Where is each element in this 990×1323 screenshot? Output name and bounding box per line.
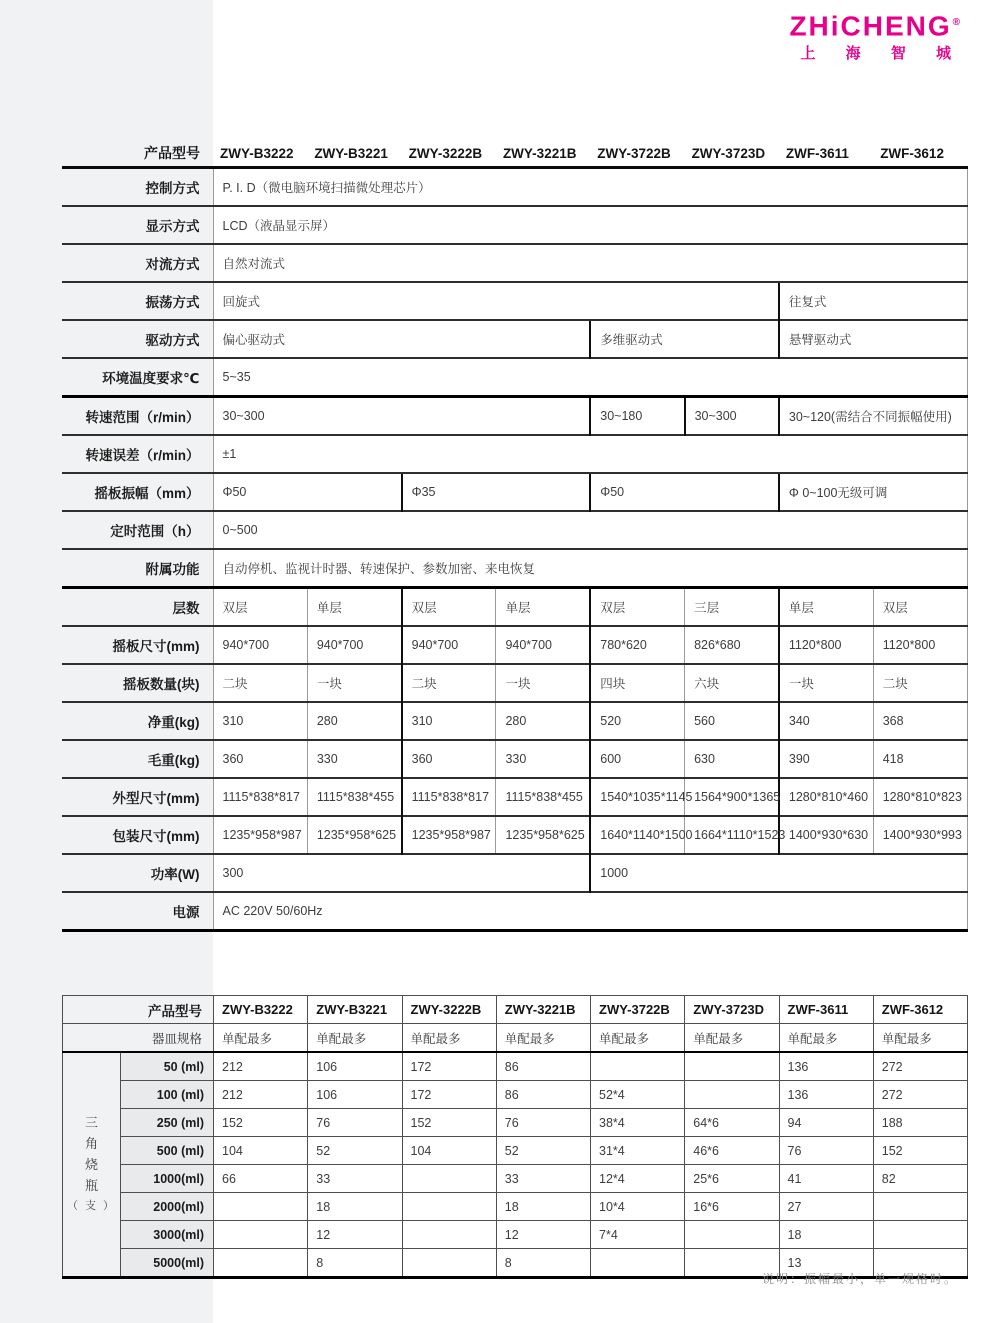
- flask-count-cell: 76: [308, 1109, 402, 1137]
- flask-count-cell: [402, 1249, 496, 1278]
- flask-row: [63, 1137, 968, 1165]
- flask-count-cell: 10*4: [591, 1193, 685, 1221]
- flask-row: [63, 1165, 968, 1193]
- spec-value-cell: 940*700: [307, 626, 401, 664]
- spec-value-cell: 1115*838*455: [307, 778, 401, 816]
- spec-value-cell: 双层: [873, 588, 967, 627]
- vessel-spec-value: 单配最多: [496, 1024, 590, 1053]
- spec-value-cell: 1115*838*817: [402, 778, 496, 816]
- flask-count-cell: 188: [873, 1109, 967, 1137]
- spec-value-cell: 自动停机、监视计时器、转速保护、参数加密、来电恢复: [213, 549, 968, 588]
- spec-row: [62, 168, 968, 207]
- spec-value-cell: 单层: [496, 588, 590, 627]
- flask-count-cell: 52: [496, 1137, 590, 1165]
- vessel-spec-label: 器皿规格: [63, 1024, 214, 1053]
- spec-row: [62, 435, 968, 473]
- flask-row: [63, 1109, 968, 1137]
- flask-row: [63, 1193, 968, 1221]
- brand-logo: [787, 8, 964, 63]
- flask-count-cell: 86: [496, 1052, 590, 1081]
- flask-count-cell: [214, 1193, 308, 1221]
- flask-count-cell: 86: [496, 1081, 590, 1109]
- spec-value-cell: 双层: [590, 588, 684, 627]
- model-header-cell: ZWY-3722B: [590, 140, 684, 168]
- spec-value-cell: 1235*958*625: [496, 816, 590, 854]
- flask-count-cell: 104: [402, 1137, 496, 1165]
- spec-row-label: 显示方式: [62, 206, 213, 244]
- spec-value-cell: 单层: [779, 588, 873, 627]
- flask-count-cell: 212: [214, 1052, 308, 1081]
- spec-value-cell: 回旋式: [213, 282, 779, 320]
- flask-count-cell: 7*4: [591, 1221, 685, 1249]
- spec-value-cell: 1235*958*987: [402, 816, 496, 854]
- spec-value-cell: 三层: [685, 588, 779, 627]
- spec-value-cell: 双层: [213, 588, 307, 627]
- spec-row-label: 定时范围（h）: [62, 511, 213, 549]
- flask-size-label: 250 (ml): [121, 1109, 214, 1137]
- flask-count-cell: 106: [308, 1052, 402, 1081]
- flask-count-cell: 94: [779, 1109, 873, 1137]
- spec-row: [62, 892, 968, 931]
- flask-count-cell: 66: [214, 1165, 308, 1193]
- spec-value-cell: 390: [779, 740, 873, 778]
- spec-value-cell: Φ50: [590, 473, 779, 511]
- spec-row-label: 对流方式: [62, 244, 213, 282]
- spec-value-cell: 一块: [496, 664, 590, 702]
- spec-row-label: 包装尺寸(mm): [62, 816, 213, 854]
- flask-capacity-table: [62, 995, 968, 1279]
- flask-count-cell: 212: [214, 1081, 308, 1109]
- spec-value-cell: 826*680: [685, 626, 779, 664]
- spec-row: [62, 702, 968, 740]
- spec-row-label: 摇板数量(块): [62, 664, 213, 702]
- spec-row: [62, 549, 968, 588]
- flask-count-cell: [402, 1165, 496, 1193]
- spec-value-cell: 自然对流式: [213, 244, 968, 282]
- flask-count-cell: 12: [308, 1221, 402, 1249]
- spec-value-cell: 520: [590, 702, 684, 740]
- spec-value-cell: Φ35: [402, 473, 591, 511]
- flask-count-cell: [685, 1052, 779, 1081]
- flask-count-cell: 33: [308, 1165, 402, 1193]
- flask-row: [63, 1221, 968, 1249]
- flask-count-cell: 82: [873, 1165, 967, 1193]
- spec-row-label: 环境温度要求℃: [62, 358, 213, 397]
- flask-count-cell: [591, 1249, 685, 1278]
- model-header-cell: ZWY-3722B: [591, 996, 685, 1024]
- spec-value-cell: 六块: [685, 664, 779, 702]
- spec-value-cell: 940*700: [496, 626, 590, 664]
- flask-group-char: 瓶: [84, 1178, 98, 1193]
- spec-value-cell: 330: [307, 740, 401, 778]
- brand-logotype: [787, 8, 964, 41]
- spec-row: [62, 664, 968, 702]
- flask-count-cell: 172: [402, 1081, 496, 1109]
- spec-value-cell: 780*620: [590, 626, 684, 664]
- vessel-spec-value: 单配最多: [873, 1024, 967, 1053]
- spec-value-cell: Φ 0~100无级可调: [779, 473, 968, 511]
- spec-row-label: 电源: [62, 892, 213, 931]
- flask-count-cell: 152: [873, 1137, 967, 1165]
- flask-group-char: 烧: [84, 1157, 98, 1172]
- spec-row-label: 转速误差（r/min）: [62, 435, 213, 473]
- flask-count-cell: [685, 1081, 779, 1109]
- flask-table-header-row: [63, 996, 968, 1024]
- spec-row-label: 摇板尺寸(mm): [62, 626, 213, 664]
- flask-count-cell: 152: [214, 1109, 308, 1137]
- spec-value-cell: 1280*810*460: [779, 778, 873, 816]
- flask-count-cell: [214, 1249, 308, 1278]
- model-header-cell: ZWY-B3221: [307, 140, 401, 168]
- flask-count-cell: 136: [779, 1081, 873, 1109]
- flask-count-cell: [591, 1052, 685, 1081]
- flask-size-label: 3000(ml): [121, 1221, 214, 1249]
- flask-size-label: 50 (ml): [121, 1052, 214, 1081]
- spec-value-cell: 280: [496, 702, 590, 740]
- spec-value-cell: 360: [402, 740, 496, 778]
- spec-value-cell: 单层: [307, 588, 401, 627]
- spec-table: [62, 140, 968, 932]
- spec-row: [62, 740, 968, 778]
- spec-row: [62, 358, 968, 397]
- spec-row-label: 控制方式: [62, 168, 213, 207]
- vessel-spec-value: 单配最多: [685, 1024, 779, 1053]
- spec-row-label: 转速范围（r/min）: [62, 397, 213, 436]
- flask-group-label: [63, 1052, 121, 1278]
- spec-value-cell: 5~35: [213, 358, 968, 397]
- flask-row: [63, 1052, 968, 1081]
- spec-row-label: 振荡方式: [62, 282, 213, 320]
- flask-count-cell: [873, 1221, 967, 1249]
- model-header-cell: ZWF-3612: [873, 996, 967, 1024]
- flask-count-cell: 41: [779, 1165, 873, 1193]
- vessel-spec-value: 单配最多: [402, 1024, 496, 1053]
- spec-value-cell: 1400*930*993: [873, 816, 967, 854]
- spec-row-label: 外型尺寸(mm): [62, 778, 213, 816]
- spec-value-cell: P. I. D（微电脑环境扫描微处理芯片）: [213, 168, 968, 207]
- spec-row-label: 层数: [62, 588, 213, 627]
- spec-value-cell: 30~180: [590, 397, 684, 436]
- spec-row-label: 驱动方式: [62, 320, 213, 358]
- spec-value-cell: 310: [402, 702, 496, 740]
- model-header-cell: ZWY-B3222: [213, 140, 307, 168]
- spec-value-cell: 1115*838*817: [213, 778, 307, 816]
- flask-count-cell: 33: [496, 1165, 590, 1193]
- spec-value-cell: 二块: [213, 664, 307, 702]
- spec-value-cell: 360: [213, 740, 307, 778]
- model-header-cell: ZWY-3723D: [685, 140, 779, 168]
- flask-count-cell: 12: [496, 1221, 590, 1249]
- spec-row: [62, 206, 968, 244]
- footnote: 说明：振幅最小，单一规格时。: [761, 1272, 958, 1286]
- spec-value-cell: 双层: [402, 588, 496, 627]
- spec-value-cell: 一块: [307, 664, 401, 702]
- spec-value-cell: 600: [590, 740, 684, 778]
- flask-count-cell: 31*4: [591, 1137, 685, 1165]
- flask-count-cell: [873, 1193, 967, 1221]
- spec-value-cell: 1564*900*1365: [685, 778, 779, 816]
- spec-value-cell: 0~500: [213, 511, 968, 549]
- flask-count-cell: [685, 1221, 779, 1249]
- spec-value-cell: 往复式: [779, 282, 968, 320]
- spec-row: [62, 778, 968, 816]
- flask-count-cell: 76: [496, 1109, 590, 1137]
- spec-row: [62, 854, 968, 892]
- flask-count-cell: 46*6: [685, 1137, 779, 1165]
- spec-value-cell: 四块: [590, 664, 684, 702]
- vessel-spec-value: 单配最多: [214, 1024, 308, 1053]
- spec-value-cell: Φ50: [213, 473, 402, 511]
- flask-count-cell: 272: [873, 1081, 967, 1109]
- flask-count-cell: 152: [402, 1109, 496, 1137]
- flask-size-label: 500 (ml): [121, 1137, 214, 1165]
- vessel-spec-value: 单配最多: [591, 1024, 685, 1053]
- vessel-spec-value: 单配最多: [779, 1024, 873, 1053]
- spec-value-cell: 1400*930*630: [779, 816, 873, 854]
- flask-count-cell: 12*4: [591, 1165, 685, 1193]
- spec-row: [62, 397, 968, 436]
- spec-row: [62, 588, 968, 627]
- spec-value-cell: LCD（液晶显示屏）: [213, 206, 968, 244]
- spec-value-cell: 1120*800: [779, 626, 873, 664]
- flask-count-cell: 76: [779, 1137, 873, 1165]
- spec-table-corner-label: 产品型号: [62, 140, 213, 168]
- model-header-cell: ZWY-B3221: [308, 996, 402, 1024]
- spec-value-cell: 1280*810*823: [873, 778, 967, 816]
- spec-value-cell: 多维驱动式: [590, 320, 779, 358]
- spec-value-cell: 30~120(需结合不同振幅使用): [779, 397, 968, 436]
- spec-row-label: 摇板振幅（mm）: [62, 473, 213, 511]
- flask-count-cell: 52*4: [591, 1081, 685, 1109]
- flask-count-cell: 172: [402, 1052, 496, 1081]
- flask-count-cell: 18: [308, 1193, 402, 1221]
- flask-count-cell: [214, 1221, 308, 1249]
- flask-size-label: 2000(ml): [121, 1193, 214, 1221]
- flask-count-cell: 8: [496, 1249, 590, 1278]
- spec-value-cell: 1664*1110*1523: [685, 816, 779, 854]
- model-header-cell: ZWY-3723D: [685, 996, 779, 1024]
- spec-row-label: 净重(kg): [62, 702, 213, 740]
- spec-value-cell: 418: [873, 740, 967, 778]
- spec-value-cell: 一块: [779, 664, 873, 702]
- model-header-cell: ZWY-3222B: [402, 140, 496, 168]
- spec-value-cell: AC 220V 50/60Hz: [213, 892, 968, 931]
- flask-count-cell: 104: [214, 1137, 308, 1165]
- flask-count-cell: 13: [779, 1249, 873, 1278]
- model-header-cell: ZWY-3221B: [496, 996, 590, 1024]
- model-header-cell: ZWF-3611: [779, 996, 873, 1024]
- spec-value-cell: 940*700: [402, 626, 496, 664]
- spec-value-cell: 1115*838*455: [496, 778, 590, 816]
- spec-value-cell: ±1: [213, 435, 968, 473]
- spec-value-cell: 280: [307, 702, 401, 740]
- spec-value-cell: 偏心驱动式: [213, 320, 590, 358]
- spec-row: [62, 473, 968, 511]
- spec-value-cell: 1235*958*625: [307, 816, 401, 854]
- model-header-cell: ZWY-3222B: [402, 996, 496, 1024]
- model-header-cell: ZWF-3612: [873, 140, 967, 168]
- spec-value-cell: 30~300: [213, 397, 590, 436]
- flask-row: [63, 1081, 968, 1109]
- flask-count-cell: 52: [308, 1137, 402, 1165]
- flask-count-cell: 136: [779, 1052, 873, 1081]
- flask-count-cell: 16*6: [685, 1193, 779, 1221]
- spec-value-cell: 300: [213, 854, 590, 892]
- spec-value-cell: 悬臂驱动式: [779, 320, 968, 358]
- spec-value-cell: 940*700: [213, 626, 307, 664]
- flask-table-corner-label: 产品型号: [63, 996, 214, 1024]
- model-header-cell: ZWY-3221B: [496, 140, 590, 168]
- model-header-cell: ZWY-B3222: [214, 996, 308, 1024]
- flask-group-char: （ 支 ）: [66, 1200, 117, 1212]
- spec-value-cell: 二块: [873, 664, 967, 702]
- spec-value-cell: 二块: [402, 664, 496, 702]
- spec-value-cell: 1540*1035*1145: [590, 778, 684, 816]
- spec-row-label: 附属功能: [62, 549, 213, 588]
- flask-count-cell: 106: [308, 1081, 402, 1109]
- spec-value-cell: 368: [873, 702, 967, 740]
- spec-row-label: 功率(W): [62, 854, 213, 892]
- brand-logotype-text: ZHiCHENG: [789, 10, 952, 42]
- registered-mark: ®: [952, 17, 963, 28]
- flask-count-cell: 64*6: [685, 1109, 779, 1137]
- flask-count-cell: 25*6: [685, 1165, 779, 1193]
- flask-count-cell: [402, 1193, 496, 1221]
- flask-count-cell: 18: [496, 1193, 590, 1221]
- spec-row-label: 毛重(kg): [62, 740, 213, 778]
- spec-table-header-row: [62, 140, 968, 168]
- spec-value-cell: 1000: [590, 854, 967, 892]
- spec-row: [62, 511, 968, 549]
- spec-row: [62, 626, 968, 664]
- flask-count-cell: [402, 1221, 496, 1249]
- spec-value-cell: 30~300: [685, 397, 779, 436]
- vessel-spec-value: 单配最多: [308, 1024, 402, 1053]
- brand-chinese-name: 上 海 智 城: [800, 45, 964, 63]
- flask-size-label: 100 (ml): [121, 1081, 214, 1109]
- flask-group-char: 三: [84, 1115, 98, 1130]
- spec-value-cell: 560: [685, 702, 779, 740]
- spec-row: [62, 282, 968, 320]
- flask-group-char: 角: [84, 1136, 98, 1151]
- spec-value-cell: 310: [213, 702, 307, 740]
- spec-value-cell: 1120*800: [873, 626, 967, 664]
- flask-count-cell: 8: [308, 1249, 402, 1278]
- flask-count-cell: 272: [873, 1052, 967, 1081]
- vessel-spec-row: [63, 1024, 968, 1053]
- flask-count-cell: 38*4: [591, 1109, 685, 1137]
- flask-size-label: 1000(ml): [121, 1165, 214, 1193]
- spec-row: [62, 816, 968, 854]
- spec-value-cell: 1640*1140*1500: [590, 816, 684, 854]
- spec-value-cell: 330: [496, 740, 590, 778]
- model-header-cell: ZWF-3611: [779, 140, 873, 168]
- flask-count-cell: 18: [779, 1221, 873, 1249]
- spec-row: [62, 320, 968, 358]
- spec-value-cell: 340: [779, 702, 873, 740]
- flask-size-label: 5000(ml): [121, 1249, 214, 1278]
- spec-value-cell: 630: [685, 740, 779, 778]
- spec-value-cell: 1235*958*987: [213, 816, 307, 854]
- flask-count-cell: 27: [779, 1193, 873, 1221]
- spec-row: [62, 244, 968, 282]
